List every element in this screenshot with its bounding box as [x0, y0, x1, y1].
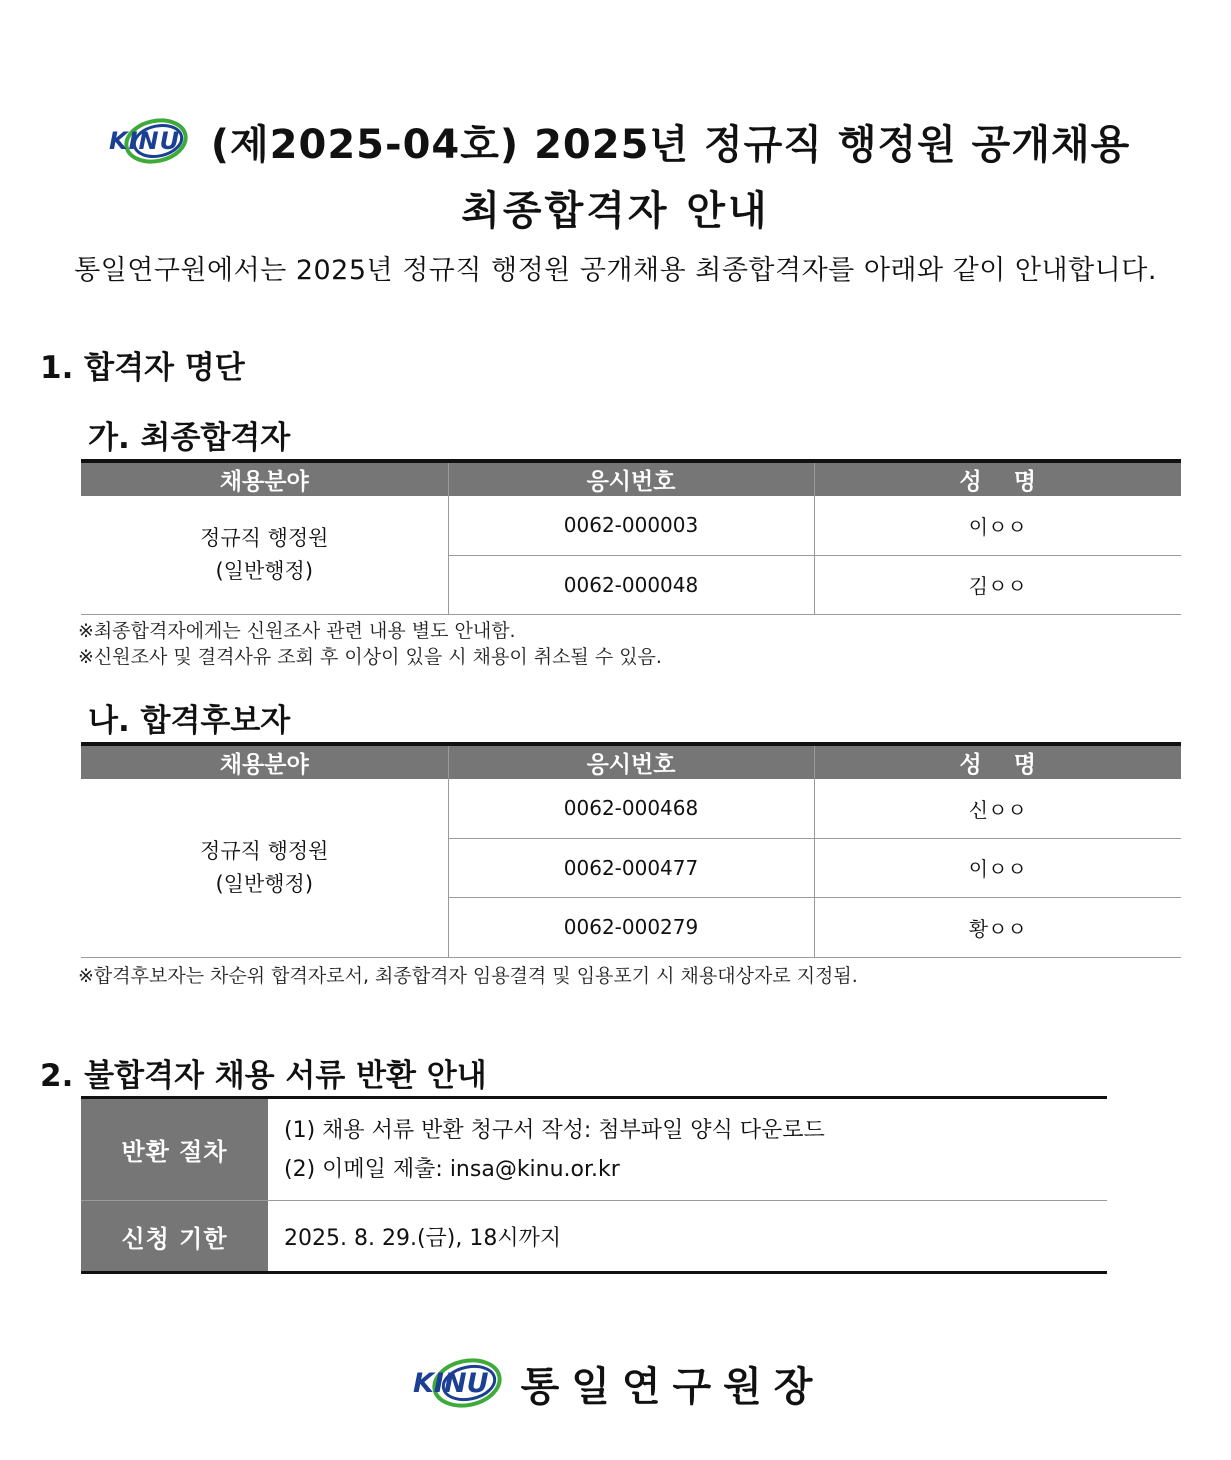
procedure-value	[268, 1098, 1107, 1201]
col-header-field: 채용분야	[81, 461, 448, 496]
final-notes	[78, 618, 662, 670]
table-row	[81, 779, 1181, 838]
col-header-name: 성 명	[814, 461, 1181, 496]
person-name: 황ㅇㅇ	[814, 897, 1181, 957]
return-table	[81, 1096, 1107, 1274]
kinu-logo-icon	[101, 113, 197, 169]
note-line: ※합격후보자는 차순위 합격자로서, 최종합격자 임용결격 및 임용포기 시 채용대상자로 지정됨.	[78, 965, 858, 987]
kinu-logo-icon	[407, 1352, 511, 1414]
procedure-row	[81, 1098, 1107, 1201]
table-row	[81, 496, 1181, 555]
person-name: 이ㅇㅇ	[814, 496, 1181, 555]
final-table	[81, 459, 1181, 615]
candidates-table	[81, 742, 1181, 958]
field-cell	[81, 496, 448, 614]
document-title	[0, 112, 1231, 235]
exam-number: 0062-000003	[448, 496, 814, 555]
col-header-number: 응시번호	[448, 461, 814, 496]
field-line-1: 정규직 행정원	[200, 838, 329, 863]
field-cell	[81, 779, 448, 957]
field-line-2: (일반행정)	[215, 871, 314, 896]
field-line-2: (일반행정)	[215, 558, 314, 583]
exam-number: 0062-000468	[448, 779, 814, 838]
section1-heading: 1. 합격자 명단	[40, 350, 245, 386]
note-line: ※최종합격자에게는 신원조사 관련 내용 별도 안내함.	[78, 620, 516, 642]
kinu-logo-text: KINU	[108, 127, 180, 155]
title-text-1: (제2025-04호) 2025년 정규직 행정원 공개채용	[210, 121, 1131, 168]
note-line: ※신원조사 및 결격사유 조회 후 이상이 있을 시 채용이 취소될 수 있음.	[78, 646, 662, 668]
final-heading: 가. 최종합격자	[88, 420, 291, 456]
signature-text: 통일연구원장	[520, 1363, 825, 1410]
col-header-number: 응시번호	[448, 744, 814, 779]
procedure-label: 반환 절차	[81, 1098, 268, 1201]
candidates-notes	[78, 963, 858, 989]
procedure-line-2: (2) 이메일 제출: insa@kinu.or.kr	[284, 1156, 620, 1182]
person-name: 신ㅇㅇ	[814, 779, 1181, 838]
exam-number: 0062-000279	[448, 897, 814, 957]
person-name: 김ㅇㅇ	[814, 555, 1181, 614]
section2-heading: 2. 불합격자 채용 서류 반환 안내	[40, 1058, 487, 1094]
person-name: 이ㅇㅇ	[814, 838, 1181, 897]
exam-number: 0062-000477	[448, 838, 814, 897]
deadline-row	[81, 1201, 1107, 1273]
intro-text: 통일연구원에서는 2025년 정규직 행정원 공개채용 최종합격자를 아래와 같이 안내합니다.	[74, 255, 1157, 286]
col-header-name: 성 명	[814, 744, 1181, 779]
title-line-2: 최종합격자 안내	[461, 188, 770, 234]
col-header-field: 채용분야	[81, 744, 448, 779]
candidates-heading: 나. 합격후보자	[88, 703, 291, 739]
field-line-1: 정규직 행정원	[200, 525, 329, 550]
kinu-logo-text: KINU	[412, 1368, 489, 1399]
footer-signature	[0, 1352, 1231, 1418]
deadline-value: 2025. 8. 29.(금), 18시까지	[284, 1225, 562, 1251]
title-line-1	[101, 112, 1131, 170]
deadline-label: 신청 기한	[81, 1201, 268, 1273]
procedure-line-1: (1) 채용 서류 반환 청구서 작성: 첨부파일 양식 다운로드	[284, 1117, 825, 1143]
exam-number: 0062-000048	[448, 555, 814, 614]
